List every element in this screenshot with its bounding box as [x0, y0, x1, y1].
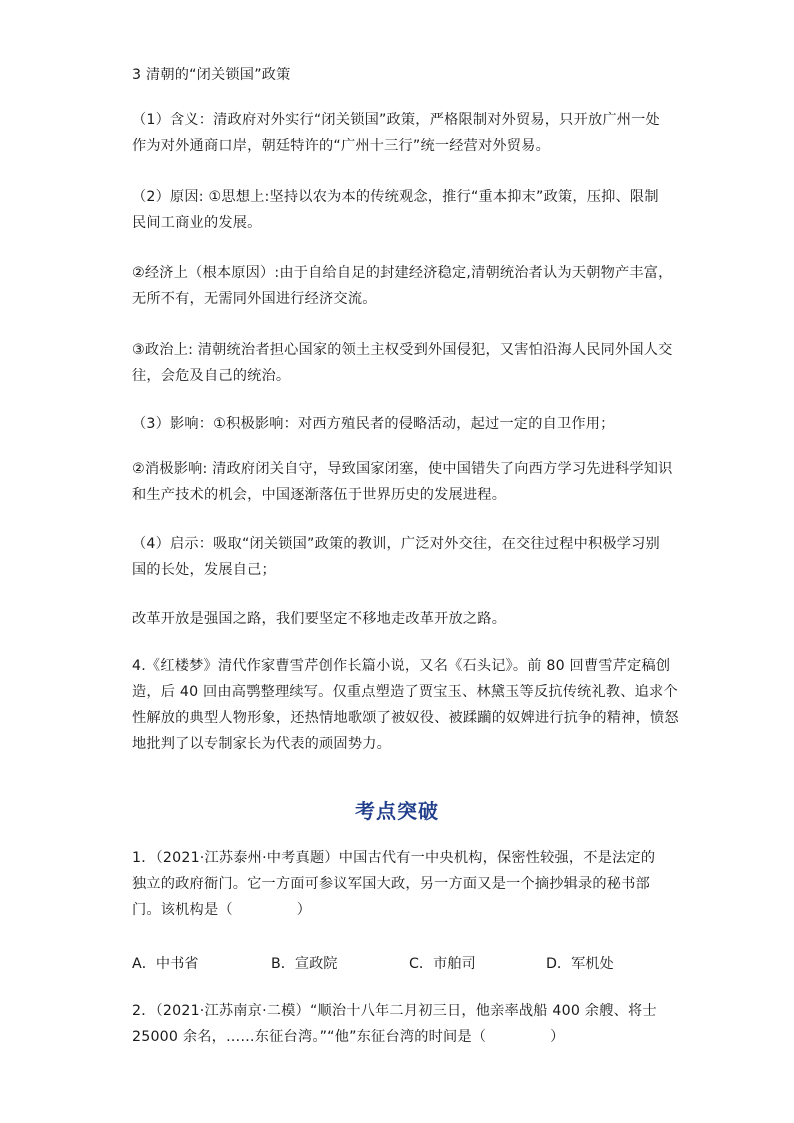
option-d[interactable]: D．军机处: [546, 956, 614, 972]
closing-paren: ）: [550, 1029, 565, 1045]
text-line: 无所不有，无需同外国进行经济交流。: [132, 291, 377, 307]
text-line: （2）原因: ①思想上:坚持以农为本的传统观念，推行“重本抑末”政策，压抑、限制: [132, 189, 659, 205]
question-prompt-line: [132, 1024, 662, 1050]
text-line: ②经济上（根本原因）:由于自给自足的封建经济稳定,清朝统治者认为天朝物产丰富，: [132, 265, 673, 281]
cause-paragraph-ideology: [132, 184, 662, 236]
text-line: 造，后 40 回由高鹗整理续写。仅重点塑造了贾宝玉、林黛玉等反抗传统礼教、追求个: [132, 684, 678, 700]
section4-paragraph: [132, 653, 679, 757]
question-text-line: 2．（2021·江苏南京·二模）“顺治十八年二月初三日，他亲率战船 400 余艘、将士: [132, 1003, 657, 1019]
text-line: （4）启示：吸取“闭关锁国”政策的教训，广泛对外交往，在交往过程中积极学习别: [132, 536, 660, 552]
option-a[interactable]: A．中书省: [132, 956, 199, 972]
closing-paren: ）: [296, 902, 312, 918]
text-line: 国的长处，发展自己；: [132, 562, 276, 578]
text-line: ②消极影响: 清政府闭关自守，导致国家闭塞，使中国错失了向西方学习先进科学知识: [132, 461, 673, 477]
question-2: [132, 998, 662, 1050]
section-heading: 考点突破: [355, 799, 439, 823]
question-prompt: 门。该机构是（: [132, 902, 233, 918]
cause-paragraph-economy: [132, 260, 673, 312]
question-prompt-line: [132, 897, 662, 923]
text-line: 4.《红楼梦》清代作家曹雪芹创作长篇小说，又名《石头记》。前 80 回曹雪芹定稿创: [132, 658, 671, 674]
question-text-line: 独立的政府衙门。它一方面可参议军国大政，另一方面又是一个摘抄辑录的秘书部: [132, 876, 650, 892]
enlightenment-paragraph: [132, 531, 662, 583]
section3-title-text: 3 清朝的“闭关锁国”政策: [132, 67, 291, 83]
impact-positive-paragraph: [132, 411, 662, 437]
text-line: 和生产技术的机会，中国逐渐落伍于世界历史的发展进程。: [132, 487, 507, 503]
question-prompt: 25000 余名，……东征台湾。”“他”东征台湾的时间是（: [132, 1029, 487, 1045]
text-line: 作为对外通商口岸，朝廷特许的“广州十三行”统一经营对外贸易。: [132, 138, 550, 154]
reform-paragraph: [132, 606, 662, 632]
question-1: [132, 845, 662, 923]
text-line: （1）含义：清政府对外实行“闭关锁国”政策，严格限制对外贸易，只开放广州一处: [132, 112, 660, 128]
section3-title: [132, 62, 662, 88]
question-text-line: 1．（2021·江苏泰州·中考真题）中国古代有一中央机构，保密性较强，不是法定的: [132, 850, 656, 866]
text-line: （3）影响：①积极影响：对西方殖民者的侵略活动，起过一定的自卫作用；: [132, 416, 615, 432]
option-c[interactable]: C．市舶司: [409, 956, 476, 972]
text-line: 性解放的典型人物形象，还热情地歌颂了被奴役、被蹂躏的奴婢进行抗争的精神，愤怒: [132, 710, 679, 726]
text-line: ③政治上: 清朝统治者担心国家的领土主权受到外国侵犯，又害怕沿海人民同外国人交: [132, 342, 673, 358]
text-line: 地批判了以专制家长为代表的顽固势力。: [132, 736, 391, 752]
impact-negative-paragraph: [132, 456, 673, 508]
meaning-paragraph: [132, 107, 662, 159]
text-line: 民间工商业的发展。: [132, 215, 262, 231]
text-line: 往，会危及自己的统治。: [132, 368, 291, 384]
cause-paragraph-politics: [132, 337, 673, 389]
option-b[interactable]: B．宣政院: [271, 956, 338, 972]
text-line: 改革开放是强国之路，我们要坚定不移地走改革开放之路。: [132, 611, 507, 627]
